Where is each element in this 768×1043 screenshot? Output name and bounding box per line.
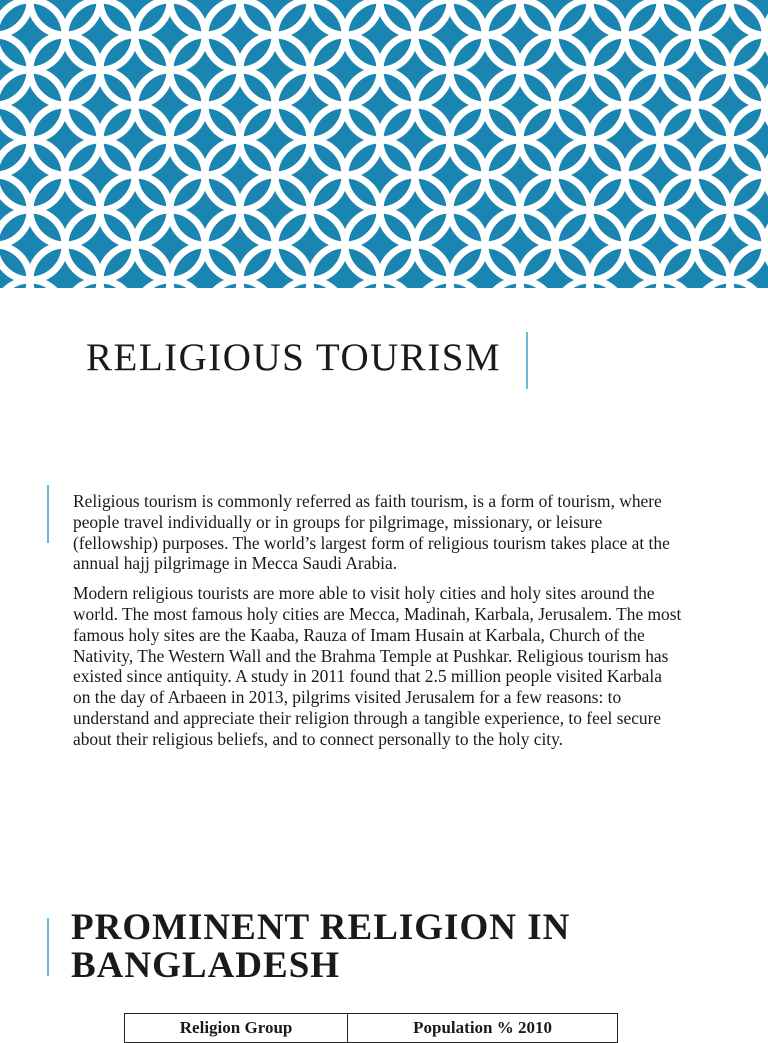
table-header-row [125, 1014, 618, 1043]
paragraph-holy-cities: Modern religious tourists are more able to visit holy cities and holy sites around the world. The most famous holy cities are Mecca, Madinah, Karbala, Jerusalem. The most famous holy sites are the Kaaba, Rauza of Imam Husain at Karbala, Church of the Nativity, The Western Wall and the Brahma Temple at Pushkar. Religious tourism has existed since antiquity. A study in 2011 found that 2.5 million people visited Karbala on the day of Arbaeen in 2013, pilgrims visited Jerusalem for a few reasons: to understand and appreciate their religion through a tangible experience, to feel secure about their religious beliefs, and to connect personally to the holy city. [73, 583, 682, 749]
slide-title: RELIGIOUS TOURISM [86, 336, 502, 379]
section-heading-line2: BANGLADESH [71, 945, 341, 986]
pattern-fill [0, 0, 768, 288]
religion-table [124, 1013, 618, 1037]
interlocking-circles-pattern [0, 0, 768, 288]
section-heading-line1: PROMINENT RELIGION IN [71, 907, 571, 948]
body-text-block [73, 491, 683, 759]
table-header-religion-group: Religion Group [125, 1014, 348, 1043]
title-accent-bar [526, 332, 528, 389]
table-header-population: Population % 2010 [348, 1014, 618, 1043]
section-heading [71, 909, 731, 985]
decorative-pattern-banner [0, 0, 768, 288]
section-accent-bar [47, 918, 49, 976]
paragraph-faith-tourism: Religious tourism is commonly referred as faith tourism, is a form of tourism, where people travel individually or in groups for pilgrimage, missionary, or leisure (fellowship) purposes. The world’s largest form of religious tourism takes place at the annual hajj pilgrimage in Mecca Saudi Arabia. [73, 491, 670, 574]
body-accent-bar [47, 485, 49, 543]
